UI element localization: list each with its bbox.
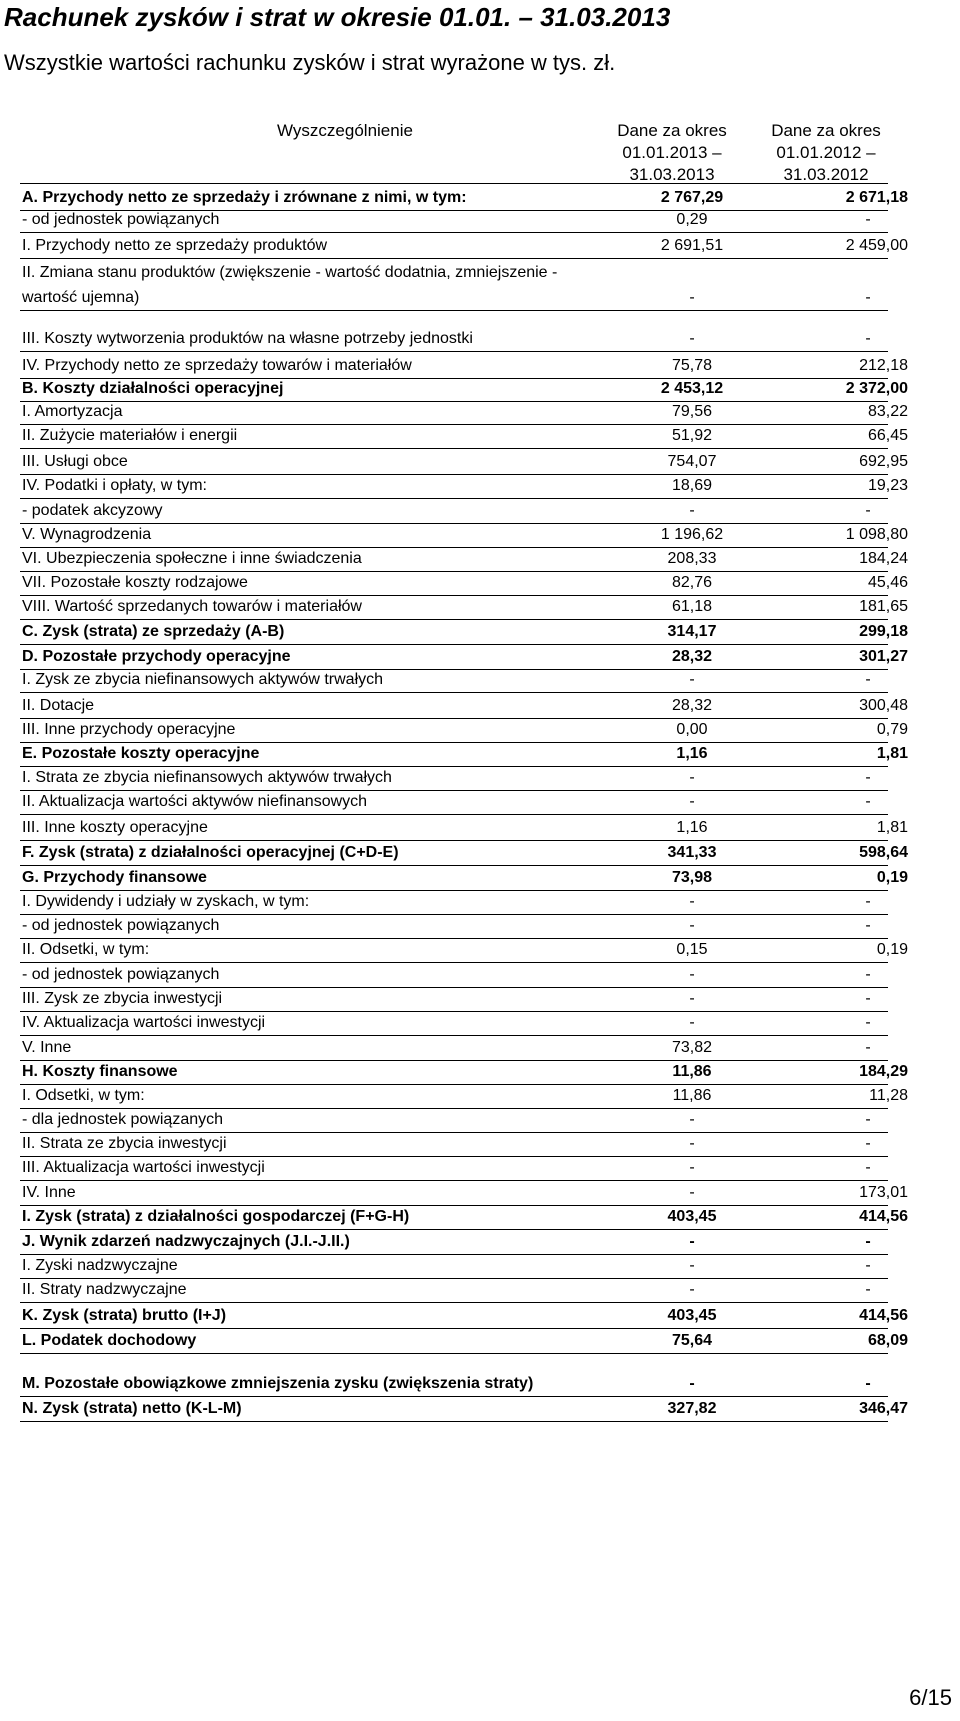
row-label: III. Zysk ze zbycia inwestycji (22, 990, 223, 1007)
value-2012: 45,46 (867, 574, 908, 591)
row-label: IV. Przychody netto ze sprzedaży towarów i materiałów (22, 357, 412, 374)
row-label: VII. Pozostałe koszty rodzajowe (22, 574, 248, 591)
row-label: VIII. Wartość sprzedanych towarów i materiałów (22, 598, 362, 615)
row-label: N. Zysk (strata) netto (K-L-M) (22, 1400, 242, 1417)
table-row (20, 1205, 908, 1230)
value-2012: 181,65 (859, 598, 908, 615)
value-2012: 299,18 (859, 623, 908, 640)
value-2012: - (865, 1111, 871, 1128)
value-2012: 2 671,18 (845, 189, 908, 206)
value-2012: - (865, 1257, 871, 1274)
value-2012: 68,09 (867, 1332, 908, 1349)
value-2013: 403,45 (667, 1208, 717, 1225)
value-2012: 184,29 (859, 1063, 908, 1080)
value-2013: 403,45 (667, 1307, 717, 1324)
row-label: I. Zyski nadzwyczajne (22, 1257, 178, 1274)
value-2012: - (865, 1014, 871, 1031)
value-2013: - (689, 893, 695, 910)
value-2012: - (865, 502, 871, 519)
value-2013: - (689, 1184, 695, 1201)
row-label: C. Zysk (strata) ze sprzedaży (A-B) (22, 623, 285, 640)
value-2012: - (865, 671, 871, 688)
value-2012: - (865, 1159, 871, 1176)
page-title: Rachunek zysków i strat w okresie 01.01. – 31.03.2013 (4, 2, 671, 32)
value-2012: 598,64 (859, 844, 908, 861)
table-row (20, 1396, 908, 1422)
value-2013: 314,17 (667, 623, 717, 640)
value-2013: - (689, 793, 695, 810)
row-label: - podatek akcyzowy (22, 502, 163, 519)
value-2013: - (689, 769, 695, 786)
value-2012: - (865, 1375, 871, 1392)
value-2013: 28,32 (671, 697, 713, 714)
value-2013: 11,86 (672, 1087, 712, 1104)
table-row (20, 424, 908, 449)
table-row (20, 718, 908, 743)
row-label: II. Dotacje (22, 697, 95, 714)
row-label: IV. Podatki i opłaty, w tym: (22, 477, 207, 494)
table-row (20, 938, 908, 963)
row-label: I. Zysk ze zbycia niefinansowych aktywów trwałych (22, 671, 384, 688)
row-label: II. Strata ze zbycia inwestycji (22, 1135, 227, 1152)
table-row (20, 1353, 888, 1397)
table-row (20, 351, 908, 379)
value-2013: 73,98 (671, 869, 713, 886)
row-label: G. Przychody finansowe (22, 869, 207, 886)
table-row (20, 1302, 908, 1329)
value-2013: - (689, 671, 695, 688)
value-2013: 0,00 (676, 721, 708, 738)
value-2013: 51,92 (671, 427, 713, 444)
value-2013: - (689, 1135, 695, 1152)
table-row (20, 619, 908, 645)
value-2013: 2 767,29 (660, 189, 724, 206)
value-2012: - (865, 1135, 871, 1152)
value-2013: 0,15 (676, 941, 708, 958)
value-2013: - (689, 1014, 695, 1031)
row-label: D. Pozostałe przychody operacyjne (22, 648, 291, 665)
table-row (20, 1180, 908, 1206)
value-2012: - (865, 1281, 871, 1298)
value-2012: 0,19 (876, 941, 908, 958)
table-row (20, 1035, 888, 1061)
value-2013: - (689, 502, 695, 519)
table-row (20, 1084, 908, 1109)
table-row (20, 232, 908, 259)
value-2013: 327,82 (667, 1400, 717, 1417)
row-label: E. Pozostałe koszty operacyjne (22, 745, 260, 762)
table-row (20, 1132, 888, 1157)
value-2013: 82,76 (671, 574, 713, 591)
row-label: F. Zysk (strata) z działalności operacyjnej (C+D-E) (22, 844, 399, 861)
value-2012: 0,79 (876, 721, 908, 738)
value-2013: 2 453,12 (660, 380, 724, 397)
value-2012: - (865, 793, 871, 810)
value-2012: 19,23 (867, 477, 908, 494)
value-2012: - (865, 289, 871, 306)
value-2013: 754,07 (667, 453, 717, 470)
table-row (20, 1229, 888, 1255)
table-row (20, 498, 888, 524)
value-2012: 1 098,80 (845, 526, 908, 543)
value-2013: - (689, 1159, 695, 1176)
value-2012: - (865, 1039, 871, 1056)
value-2013: - (689, 1375, 695, 1392)
value-2013: 75,78 (671, 357, 713, 374)
column-header-label: Wyszczególnienie (277, 121, 413, 140)
row-label: I. Zysk (strata) z działalności gospodarczej (F+G-H) (22, 1208, 410, 1225)
table-row (20, 790, 888, 815)
row-label: I. Dywidendy i udziały w zyskach, w tym: (22, 893, 310, 910)
value-2013: - (689, 1257, 695, 1274)
value-2012: 11,28 (869, 1087, 908, 1104)
value-2013: 0,29 (676, 211, 708, 228)
value-2013: 2 691,51 (660, 237, 724, 254)
row-label: - dla jednostek powiązanych (22, 1111, 224, 1128)
value-2012: 0,19 (876, 869, 908, 886)
table-row (20, 742, 908, 767)
table-row (20, 1108, 888, 1133)
row-label: I. Amortyzacja (22, 403, 123, 420)
value-2013: 61,18 (671, 598, 713, 615)
value-2013: 75,64 (671, 1332, 713, 1349)
row-label: - od jednostek powiązanych (22, 966, 220, 983)
value-2012: - (865, 769, 871, 786)
table-row (20, 571, 908, 596)
row-label: IV. Inne (22, 1184, 76, 1201)
value-2012: - (865, 917, 871, 934)
table-row (20, 595, 908, 620)
value-2012: - (865, 893, 871, 910)
page-number: 6/15 (909, 1685, 952, 1710)
row-label: B. Koszty działalności operacyjnej (22, 380, 284, 397)
value-2013: - (689, 330, 695, 347)
row-label: III. Aktualizacja wartości inwestycji (22, 1159, 265, 1176)
value-2013: - (689, 990, 695, 1007)
value-2012: 83,22 (867, 403, 908, 420)
value-2013: 11,86 (672, 1063, 712, 1080)
value-2013: 208,33 (667, 550, 717, 567)
table-row (20, 692, 908, 719)
value-2013: 341,33 (667, 844, 717, 861)
value-2013: 1,16 (676, 819, 708, 836)
value-2013: - (689, 289, 695, 306)
table-row (20, 523, 908, 548)
value-2012: - (865, 990, 871, 1007)
table-row (20, 401, 908, 425)
value-2013: 28,32 (671, 648, 713, 665)
table-row (20, 840, 908, 866)
table-row (20, 183, 908, 211)
value-2012: 2 372,00 (845, 380, 908, 397)
value-2013: 73,82 (671, 1039, 713, 1056)
row-label: - od jednostek powiązanych (22, 211, 220, 228)
table-row (20, 1328, 908, 1354)
row-label: J. Wynik zdarzeń nadzwyczajnych (J.I.-J.II.) (22, 1233, 350, 1250)
table-row (20, 962, 888, 988)
table-row (20, 890, 888, 915)
table-row (20, 987, 888, 1012)
row-label: III. Koszty wytworzenia produktów na własne potrzeby jednostki (22, 330, 473, 347)
value-2013: - (689, 1233, 695, 1250)
table-row (20, 258, 888, 311)
row-label: V. Inne (22, 1039, 72, 1056)
table-row (20, 310, 888, 352)
table-row (20, 1011, 888, 1036)
column-header-2012: Dane za okres 01.01.2012 – 31.03.2012 (771, 121, 881, 184)
table-row (20, 1254, 888, 1279)
row-label: M. Pozostałe obowiązkowe zmniejszenia zysku (zwiększenia straty) (22, 1375, 534, 1392)
table-row (20, 914, 888, 939)
row-label: II. Odsetki, w tym: (22, 941, 150, 958)
value-2012: 300,48 (859, 697, 908, 714)
row-label: - od jednostek powiązanych (22, 917, 220, 934)
value-2012: 184,24 (859, 550, 908, 567)
row-label: III. Inne przychody operacyjne (22, 721, 236, 738)
value-2012: 301,27 (859, 648, 908, 665)
value-2013: - (689, 917, 695, 934)
value-2013: 18,69 (671, 477, 713, 494)
value-2013: 1 196,62 (660, 526, 724, 543)
value-2012: 66,45 (867, 427, 908, 444)
row-label: II. Aktualizacja wartości aktywów niefinansowych (22, 793, 368, 810)
table-row (20, 865, 908, 891)
table-row (20, 1278, 888, 1303)
table-row (20, 1156, 888, 1181)
row-label: I. Odsetki, w tym: (22, 1087, 145, 1104)
row-label: II. Zużycie materiałów i energii (22, 427, 238, 444)
value-2013: - (689, 1281, 695, 1298)
row-label: II. Straty nadzwyczajne (22, 1281, 187, 1298)
row-label: L. Podatek dochodowy (22, 1332, 197, 1349)
table-row (20, 474, 908, 499)
value-2012: 414,56 (859, 1208, 908, 1225)
row-label: V. Wynagrodzenia (22, 526, 152, 543)
value-2013: - (689, 1111, 695, 1128)
value-2012: 2 459,00 (845, 237, 908, 254)
row-label: I. Przychody netto ze sprzedaży produktów (22, 237, 328, 254)
row-label: III. Usługi obce (22, 453, 128, 470)
column-header-2013: Dane za okres 01.01.2013 – 31.03.2013 (617, 121, 727, 184)
row-label: III. Inne koszty operacyjne (22, 819, 208, 836)
table-row (20, 547, 908, 572)
row-label: I. Strata ze zbycia niefinansowych aktywów trwałych (22, 769, 392, 786)
row-label: K. Zysk (strata) brutto (I+J) (22, 1307, 227, 1324)
value-2012: 692,95 (859, 453, 908, 470)
value-2012: 1,81 (876, 819, 908, 836)
table-row (20, 209, 888, 233)
row-label: VI. Ubezpieczenia społeczne i inne świadczenia (22, 550, 362, 567)
value-2013: 79,56 (671, 403, 713, 420)
value-2012: - (865, 330, 871, 347)
table-row (20, 378, 908, 402)
value-2012: 173,01 (859, 1184, 908, 1201)
value-2012: 1,81 (876, 745, 908, 762)
value-2012: - (865, 211, 871, 228)
table-row (20, 448, 908, 475)
value-2013: 1,16 (676, 745, 708, 762)
row-label: IV. Aktualizacja wartości inwestycji (22, 1014, 266, 1031)
value-2012: 212,18 (859, 357, 908, 374)
table-row (20, 669, 888, 693)
row-label: H. Koszty finansowe (22, 1063, 178, 1080)
table-row (20, 644, 908, 670)
page-subtitle: Wszystkie wartości rachunku zysków i strat wyrażone w tys. zł. (4, 50, 616, 75)
table-row (20, 814, 908, 841)
value-2012: - (865, 966, 871, 983)
table-row (20, 766, 888, 791)
value-2012: 414,56 (859, 1307, 908, 1324)
row-label: II. Zmiana stanu produktów (zwiększenie - wartość dodatnia, zmniejszenie - wartość ujemna) (22, 264, 558, 306)
value-2012: 346,47 (859, 1400, 908, 1417)
table-row (20, 1060, 908, 1085)
row-label: A. Przychody netto ze sprzedaży i zrównane z nimi, w tym: (22, 189, 467, 206)
value-2012: - (865, 1233, 871, 1250)
value-2013: - (689, 966, 695, 983)
